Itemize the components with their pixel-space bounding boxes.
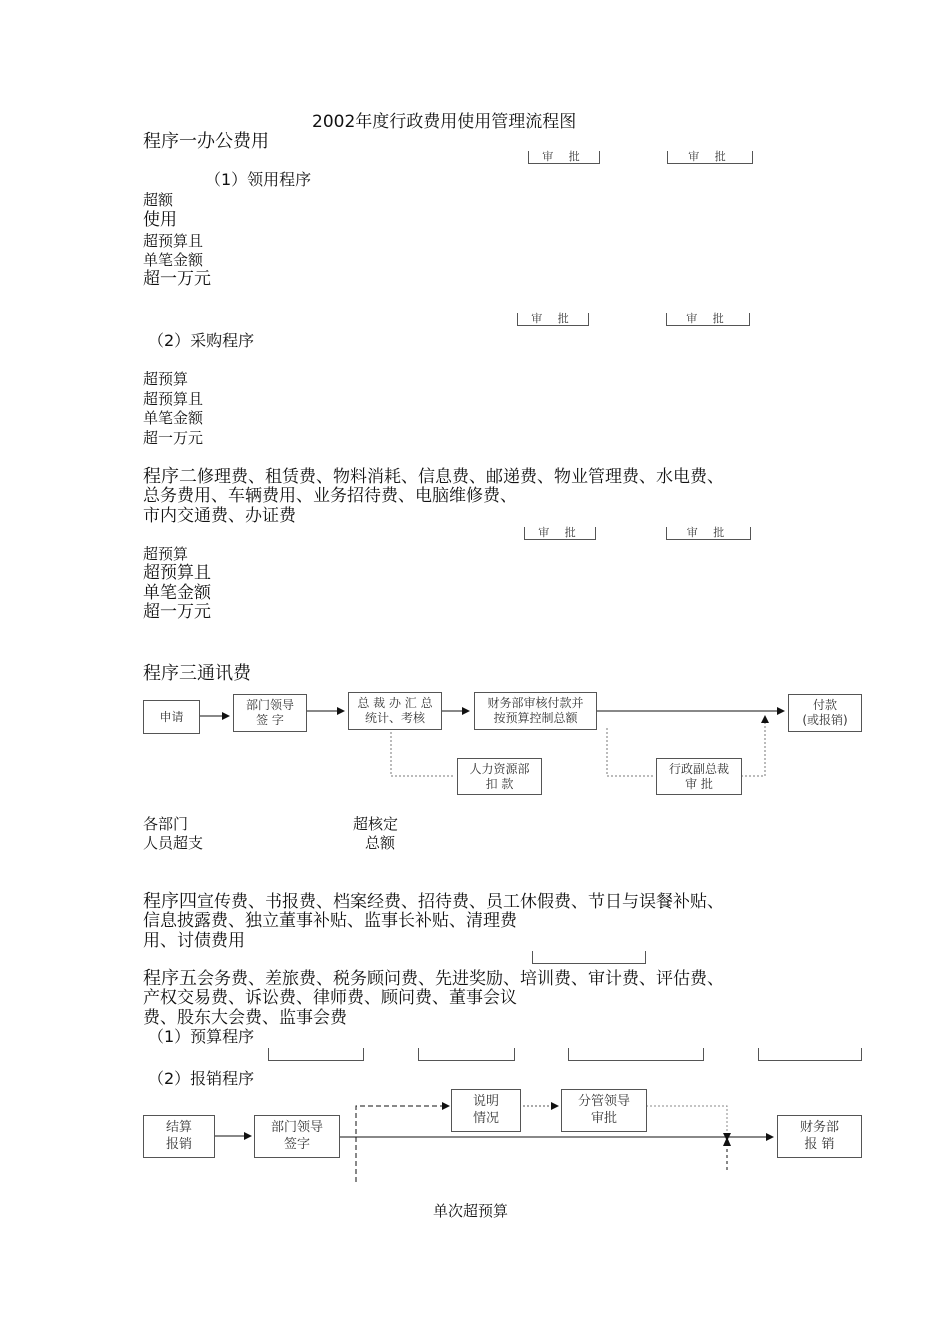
proc4-cut-box	[532, 951, 646, 964]
proc2-note-3: 单笔金额	[143, 583, 211, 603]
proc4-heading	[143, 892, 724, 913]
proc2-line3: 市内交通费、办证费	[143, 506, 296, 526]
proc2-note-1: 超预算	[143, 545, 189, 563]
proc4-heading-rest: 宣传费、书报费、档案经费、招待费、员工休假费、节日与误餐补贴、	[197, 892, 724, 912]
proc5-heading	[143, 969, 724, 990]
proc5-footnote: 单次超预算	[433, 1202, 509, 1220]
dotted-vp-pay	[741, 716, 765, 776]
box-president-office: 总 裁 办 汇 总 统计、考核	[348, 692, 442, 730]
proc5-line3: 费、股东大会费、监事会费	[143, 1008, 347, 1028]
proc5-cut-box-2	[418, 1048, 515, 1061]
proc3-heading: 程序三通讯费	[143, 663, 251, 684]
proc5-heading-lead: 程序五	[143, 968, 197, 989]
proc1-note-1: 超额	[143, 191, 174, 209]
proc1-note-4: 单笔金额	[143, 251, 204, 269]
proc1-note2-3: 单笔金额	[143, 409, 204, 427]
proc1-note-5: 超一万元	[143, 269, 211, 289]
proc2-line2: 总务费用、车辆费用、业务招待费、电脑维修费、	[143, 486, 517, 506]
proc3-note-left-1: 各部门	[143, 815, 189, 833]
box-dept-sign: 部门领导 签字	[254, 1115, 340, 1158]
dotted-finance-vp	[607, 728, 655, 776]
proc1-approve-box-a: 审 批	[528, 151, 600, 164]
box-finance-reimburse: 财务部 报 销	[777, 1115, 862, 1158]
box-leader-approve: 分管领导 审批	[561, 1089, 647, 1132]
proc5-sub2: （2）报销程序	[148, 1069, 255, 1088]
box-finance-review: 财务部审核付款并 按预算控制总额	[474, 692, 597, 730]
proc5-line2: 产权交易费、诉讼费、律师费、顾问费、董事会议	[143, 988, 517, 1008]
box-hr-deduct: 人力资源部 扣 款	[457, 758, 542, 795]
proc2-heading-rest: 修理费、租赁费、物料消耗、信息费、邮递费、物业管理费、水电费、	[197, 467, 724, 487]
proc2-approve-box-b: 审 批	[666, 527, 751, 540]
proc4-heading-lead: 程序四	[143, 891, 197, 912]
proc5-heading-rest: 会务费、差旅费、税务顾问费、先进奖励、培训费、审计费、评估费、	[197, 969, 724, 989]
box-explain: 说明 情况	[451, 1089, 521, 1132]
proc3-note-mid-2: 总额	[365, 834, 396, 852]
box-settle: 结算 报销	[143, 1115, 215, 1158]
proc5-sub1: （1）预算程序	[148, 1027, 255, 1046]
proc1-sub2: （2）采购程序	[148, 331, 255, 350]
proc5-cut-box-1	[268, 1048, 364, 1061]
dashed-to-explain	[356, 1106, 449, 1182]
proc3-note-left-2: 人员超支	[143, 834, 204, 852]
proc1-note2-2: 超预算且	[143, 390, 204, 408]
proc2-note-2: 超预算且	[143, 563, 211, 583]
proc1-approve-box-b: 审 批	[667, 151, 753, 164]
proc1-note2-4: 超一万元	[143, 429, 204, 447]
page-title: 2002年度行政费用使用管理流程图	[312, 112, 577, 132]
proc1-sub1: （1）领用程序	[205, 170, 312, 189]
proc4-line3: 用、讨债费用	[143, 931, 245, 951]
proc2-note-4: 超一万元	[143, 602, 211, 622]
box-payment: 付款 (或报销)	[788, 694, 862, 732]
dotted-leader-finance	[646, 1106, 727, 1140]
dotted-office-hr	[391, 728, 453, 776]
box-vp-approve: 行政副总裁 审 批	[656, 758, 742, 795]
proc1-note2-1: 超预算	[143, 370, 189, 388]
box-dept-leader: 部门领导 签 字	[233, 694, 307, 732]
proc5-cut-box-3	[568, 1048, 704, 1061]
box-apply: 申请	[143, 700, 200, 734]
arrow-up-finance	[723, 1137, 731, 1146]
proc1-note-3: 超预算且	[143, 232, 204, 250]
proc5-cut-box-4	[758, 1048, 862, 1061]
proc1-approve-box-d: 审 批	[666, 313, 750, 326]
proc1-heading: 程序一办公费用	[143, 131, 269, 152]
proc2-heading-lead: 程序二	[143, 466, 197, 487]
proc3-note-mid-1: 超核定	[353, 815, 399, 833]
proc4-line2: 信息披露费、独立董事补贴、监事长补贴、清理费	[143, 911, 517, 931]
proc1-approve-box-c: 审 批	[517, 313, 589, 326]
proc2-approve-box-a: 审 批	[524, 527, 596, 540]
proc1-note-2: 使用	[143, 210, 177, 230]
